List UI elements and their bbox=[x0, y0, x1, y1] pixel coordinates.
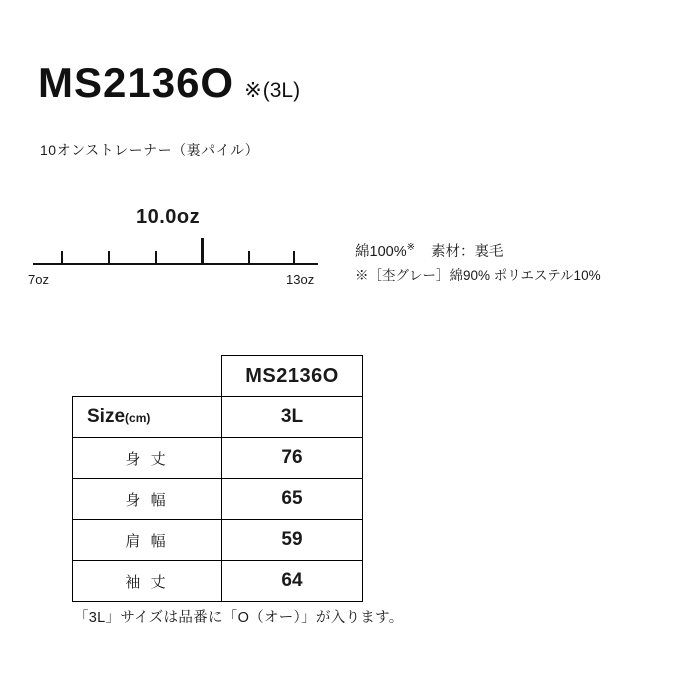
material-note: ※［杢グレー］綿90% ポリエステル10% bbox=[355, 267, 601, 283]
weight-scale-axis bbox=[33, 263, 318, 265]
material-composition: 綿100% bbox=[355, 243, 407, 260]
weight-scale-value: 10.0oz bbox=[136, 206, 201, 228]
table-row-value: 65 bbox=[222, 479, 363, 520]
material-info bbox=[355, 240, 601, 287]
table-header-blank-cell bbox=[73, 356, 222, 397]
weight-scale bbox=[28, 206, 348, 296]
weight-scale-max-label: 13oz bbox=[286, 272, 315, 287]
table-header-product-cell: MS2136O bbox=[222, 356, 363, 397]
table-row bbox=[73, 561, 363, 602]
scale-tick-9 bbox=[155, 251, 157, 265]
material-line-1 bbox=[355, 240, 601, 265]
title-asterisk-mark: ※ bbox=[244, 79, 262, 102]
scale-tick-11 bbox=[248, 251, 250, 265]
material-fabric-label: 素材：裏毛 bbox=[430, 243, 504, 260]
title-size-note: (3L) bbox=[262, 79, 301, 102]
scale-tick-12 bbox=[293, 251, 295, 265]
row-label-unit: (cm) bbox=[125, 411, 151, 425]
table-row-value: 3L bbox=[222, 397, 363, 438]
scale-tick-7 bbox=[61, 251, 63, 265]
product-subtitle: 10オンストレーナー（裏パイル） bbox=[40, 142, 260, 158]
table-row-label: 肩 幅 bbox=[73, 520, 222, 561]
table-row-label: 袖 丈 bbox=[73, 561, 222, 602]
page-title bbox=[38, 59, 301, 106]
table-row-label: 身 幅 bbox=[73, 479, 222, 520]
material-composition-mark: ※ bbox=[406, 242, 415, 253]
row-label-text: Size bbox=[87, 406, 126, 427]
table-header-row bbox=[73, 356, 363, 397]
table-row-value: 76 bbox=[222, 438, 363, 479]
weight-scale-min-label: 7oz bbox=[28, 272, 49, 287]
table-row-value: 59 bbox=[222, 520, 363, 561]
table-row-value: 64 bbox=[222, 561, 363, 602]
table-row-label bbox=[73, 397, 222, 438]
scale-tick-8 bbox=[108, 251, 110, 265]
scale-tick-10-marker bbox=[201, 238, 204, 265]
table-row bbox=[73, 520, 363, 561]
table-footnote: 「3L」サイズは品番に「O（オー）」が入ります。 bbox=[74, 610, 404, 626]
product-code: MS2136O bbox=[38, 59, 235, 106]
table-row bbox=[73, 479, 363, 520]
table-row-label: 身 丈 bbox=[73, 438, 222, 479]
table-row bbox=[73, 438, 363, 479]
table-row bbox=[73, 397, 363, 438]
size-table bbox=[72, 355, 363, 602]
